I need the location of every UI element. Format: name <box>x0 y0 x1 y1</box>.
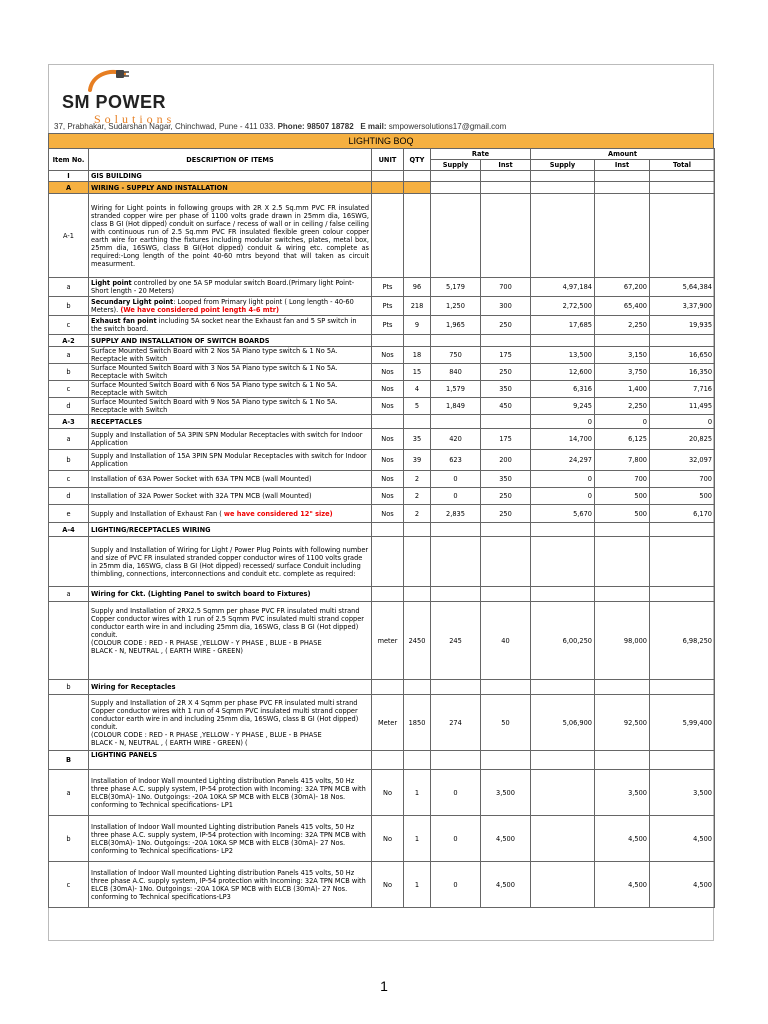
rate-supply: 420 <box>431 429 481 450</box>
desc-bold: Light point <box>91 279 132 287</box>
table-row <box>49 398 715 415</box>
item-description: Installation of Indoor Wall mounted Lighting distribution Panels 415 volts, 50 Hz three phase A.C. supply system, IP-54 protection with Incoming: 32A TPN MCB with ELCB (30mA)- 1No. Outgoings: -20A 10KA SP MCB with ELCB (30mA)- 27 Nos. conforming to Technical specifications-LP3 <box>89 862 372 908</box>
amount-supply: 14,700 <box>531 429 595 450</box>
item-no: c <box>49 316 89 335</box>
unit: Nos <box>372 505 404 523</box>
qty: 1 <box>404 816 431 862</box>
company-logo <box>54 68 184 126</box>
section-title: LIGHTING PANELS <box>89 751 372 770</box>
col-rate-supply: Supply <box>431 160 481 171</box>
rate-inst: 175 <box>481 429 531 450</box>
amount-total: 4,500 <box>650 816 715 862</box>
amount-inst: 7,800 <box>595 450 650 471</box>
qty: 218 <box>404 297 431 316</box>
amount-supply: 6,00,250 <box>531 602 595 680</box>
item-no: B <box>49 751 89 770</box>
amount-supply: 24,297 <box>531 450 595 471</box>
table-row <box>49 695 715 751</box>
table-row <box>49 770 715 816</box>
letterhead <box>48 64 712 130</box>
amount-supply: 6,316 <box>531 381 595 398</box>
unit: Nos <box>372 381 404 398</box>
amount-total: 500 <box>650 488 715 505</box>
rate-inst: 50 <box>481 695 531 751</box>
boq-table <box>48 148 715 908</box>
amount-inst: 98,000 <box>595 602 650 680</box>
amount-supply: 0 <box>531 488 595 505</box>
brand-name: SM POWER <box>62 92 167 112</box>
qty: 2 <box>404 471 431 488</box>
table-row <box>49 587 715 602</box>
unit: Pts <box>372 297 404 316</box>
unit: Meter <box>372 695 404 751</box>
item-no: A-3 <box>49 415 89 429</box>
unit: Nos <box>372 398 404 415</box>
col-rate: Rate <box>431 149 531 160</box>
rate-inst: 40 <box>481 602 531 680</box>
amount-inst: 2,250 <box>595 398 650 415</box>
amount-total: 3,500 <box>650 770 715 816</box>
table-row <box>49 316 715 335</box>
qty: 5 <box>404 398 431 415</box>
item-description: Supply and Installation of Wiring for Light / Power Plug Points with following number and size of PVC FR insulated stranded copper conductor wires of 1100 volts grade in 25mm dia, 16SWG, class B GI (Hot dipped) recessed/ surface Conduit including thimbling, connections, interconnections and conduit etc. complete as required: <box>89 537 372 587</box>
section-title: LIGHTING/RECEPTACLES WIRING <box>89 523 372 537</box>
qty: 18 <box>404 347 431 364</box>
col-amount-inst: Inst <box>595 160 650 171</box>
table-row <box>49 862 715 908</box>
rate-supply: 1,849 <box>431 398 481 415</box>
phone: 98507 18782 <box>306 122 354 131</box>
section-title: WIRING - SUPPLY AND INSTALLATION <box>89 182 372 194</box>
desc-colour-code-2: BLACK - N, NEUTRAL , ( EARTH WIRE - GREEN) ( <box>91 738 248 747</box>
item-description: Supply and Installation of 15A 3PIN SPN Modular Receptacles with switch for Indoor Application <box>89 450 372 471</box>
unit: Pts <box>372 316 404 335</box>
desc-text: controlled by one 5A SP modular switch Board.(Primary light Point-Short length - 20 Meters) <box>91 279 355 295</box>
desc-text: Supply and Installation of 2RX2.5 Sqmm per phase PVC FR insulated multi strand Copper conductor wires with 1 run of 2.5 Sqmm PVC insulated multi strand copper conductor earth wire in and including 25mm dia, 16SWG, class B GI (Hot dipped) conduit. <box>91 606 364 639</box>
rate-inst: 250 <box>481 364 531 381</box>
rate-supply: 1,965 <box>431 316 481 335</box>
rate-inst: 350 <box>481 381 531 398</box>
rate-supply: 1,579 <box>431 381 481 398</box>
item-no: b <box>49 450 89 471</box>
unit: Pts <box>372 278 404 297</box>
item-description <box>89 297 372 316</box>
rate-supply: 623 <box>431 450 481 471</box>
item-no: A-2 <box>49 335 89 347</box>
item-no: c <box>49 862 89 908</box>
address: 37, Prabhakar, Sudarshan Nagar, Chinchwad, Pune - 411 033. <box>54 122 276 131</box>
unit: Nos <box>372 488 404 505</box>
desc-colour-code: (COLOUR CODE : RED - R PHASE ,YELLOW - Y PHASE , BLUE - B PHASE <box>91 730 322 739</box>
amount-inst: 2,250 <box>595 316 650 335</box>
rate-inst: 250 <box>481 488 531 505</box>
unit: meter <box>372 602 404 680</box>
item-description: Wiring for Light points in following groups with 2R X 2.5 Sq.mm PVC FR insulated stranded copper wire per phase of 1100 volts grade drawn in 25mm dia, 16SWG, class B GI (Hot dipped) conduit on surface / recess of wall or in ceiling / false ceiling with continuous run of 2.5 Sq.mm PVC FR insulated flexible green colour copper earth wire for earthing the fixtures including modular switches, plates, metal box, 25mm dia, 16SWG, class B GI(Hot dipped) conduit & wiring etc. complete as required:-Long length of the point 40-60 mtrs beyond that will taken as circuit measurment. <box>89 194 372 278</box>
amount-total: 16,650 <box>650 347 715 364</box>
table-row <box>49 537 715 587</box>
table-row <box>49 429 715 450</box>
amount-supply: 12,600 <box>531 364 595 381</box>
rate-inst: 250 <box>481 505 531 523</box>
item-description: Surface Mounted Switch Board with 9 Nos 5A Piano type switch & 1 No 5A. Receptacle with Switch <box>89 398 372 415</box>
item-no: c <box>49 381 89 398</box>
qty: 2 <box>404 505 431 523</box>
section-title: RECEPTACLES <box>89 415 372 429</box>
amount-total: 7,716 <box>650 381 715 398</box>
amount-total: 3,37,900 <box>650 297 715 316</box>
item-description <box>89 278 372 297</box>
amount-total: 16,350 <box>650 364 715 381</box>
table-row <box>49 347 715 364</box>
qty: 2 <box>404 488 431 505</box>
item-description <box>89 602 372 680</box>
item-no: d <box>49 488 89 505</box>
unit: Nos <box>372 347 404 364</box>
table-row <box>49 278 715 297</box>
amount-total: 6,98,250 <box>650 602 715 680</box>
col-qty: QTY <box>404 149 431 171</box>
qty: 9 <box>404 316 431 335</box>
amount-supply: 5,06,900 <box>531 695 595 751</box>
amount-supply: 9,245 <box>531 398 595 415</box>
item-no: b <box>49 680 89 695</box>
amount-inst: 3,500 <box>595 770 650 816</box>
rate-supply: 0 <box>431 862 481 908</box>
col-amount: Amount <box>531 149 715 160</box>
item-description: Surface Mounted Switch Board with 2 Nos 5A Piano type switch & 1 No 5A. Receptacle with Switch <box>89 347 372 364</box>
item-description <box>89 505 372 523</box>
item-description: Supply and Installation of 5A 3PIN SPN Modular Receptacles with switch for Indoor Application <box>89 429 372 450</box>
item-description <box>89 695 372 751</box>
table-row <box>49 471 715 488</box>
item-no: e <box>49 505 89 523</box>
amount-inst: 500 <box>595 488 650 505</box>
unit: Nos <box>372 364 404 381</box>
amount-supply: 5,670 <box>531 505 595 523</box>
rate-supply: 0 <box>431 471 481 488</box>
amount-total: 0 <box>650 415 715 429</box>
amount-inst: 0 <box>595 415 650 429</box>
table-row <box>49 450 715 471</box>
phone-label: Phone: <box>277 122 305 131</box>
amount-inst: 6,125 <box>595 429 650 450</box>
desc-text: Supply and Installation of Exhaust Fan ( <box>91 509 224 518</box>
col-amount-supply: Supply <box>531 160 595 171</box>
item-no: b <box>49 364 89 381</box>
col-total: Total <box>650 160 715 171</box>
desc-note: we have considered 12" size) <box>223 509 333 518</box>
amount-supply: 0 <box>531 415 595 429</box>
qty: 1850 <box>404 695 431 751</box>
header-row-1 <box>49 149 715 160</box>
section-title: GIS BUILDING <box>89 171 372 182</box>
unit: No <box>372 862 404 908</box>
table-row <box>49 194 715 278</box>
qty: 2450 <box>404 602 431 680</box>
amount-inst: 500 <box>595 505 650 523</box>
qty: 15 <box>404 364 431 381</box>
unit: No <box>372 816 404 862</box>
qty: 1 <box>404 862 431 908</box>
table-row <box>49 381 715 398</box>
rate-inst: 4,500 <box>481 816 531 862</box>
amount-supply: 0 <box>531 471 595 488</box>
col-unit: UNIT <box>372 149 404 171</box>
table-row <box>49 171 715 182</box>
table-row <box>49 488 715 505</box>
item-description <box>89 316 372 335</box>
amount-inst: 3,750 <box>595 364 650 381</box>
amount-inst: 1,400 <box>595 381 650 398</box>
amount-total: 32,097 <box>650 450 715 471</box>
desc-note: (We have considered point length 4-6 mtr) <box>120 306 280 314</box>
amount-inst: 4,500 <box>595 862 650 908</box>
amount-supply: 17,685 <box>531 316 595 335</box>
rate-inst: 200 <box>481 450 531 471</box>
qty: 4 <box>404 381 431 398</box>
table-row <box>49 364 715 381</box>
unit: Nos <box>372 450 404 471</box>
desc-text: : Looped from Primary light point ( Long length - 40-60 Meters). <box>91 298 354 314</box>
item-no: a <box>49 347 89 364</box>
rate-inst: 450 <box>481 398 531 415</box>
item-no: A-4 <box>49 523 89 537</box>
qty: 1 <box>404 770 431 816</box>
unit: Nos <box>372 471 404 488</box>
rate-supply: 1,250 <box>431 297 481 316</box>
item-no: a <box>49 587 89 602</box>
rate-supply: 750 <box>431 347 481 364</box>
sub-section-title: Wiring for Ckt. (Lighting Panel to switch board to Fixtures) <box>89 587 372 602</box>
amount-total: 19,935 <box>650 316 715 335</box>
item-description: Installation of 63A Power Socket with 63A TPN MCB (wall Mounted) <box>89 471 372 488</box>
item-no: a <box>49 429 89 450</box>
col-item-no: Item No. <box>49 149 89 171</box>
unit: Nos <box>372 429 404 450</box>
rate-inst: 3,500 <box>481 770 531 816</box>
item-description: Surface Mounted Switch Board with 6 Nos 5A Piano type switch & 1 No 5A. Receptacle with Switch <box>89 381 372 398</box>
item-no: b <box>49 297 89 316</box>
col-description: DESCRIPTION OF ITEMS <box>89 149 372 171</box>
amount-supply: 2,72,500 <box>531 297 595 316</box>
rate-supply: 0 <box>431 488 481 505</box>
amount-total: 5,99,400 <box>650 695 715 751</box>
rate-inst: 250 <box>481 316 531 335</box>
item-description: Installation of Indoor Wall mounted Lighting distribution Panels 415 volts, 50 Hz three phase A.C. supply system, IP-54 protection with Incoming: 32A TPN MCB with ELCB(30mA)- 1No. Outgoings: -20A 10KA SP MCB with ELCB (30mA)- 27 Nos. conforming to Technical specifications- LP2 <box>89 816 372 862</box>
desc-colour-code-2: BLACK - N, NEUTRAL , ( EARTH WIRE - GREEN) <box>91 646 243 655</box>
item-no: b <box>49 816 89 862</box>
item-no: c <box>49 471 89 488</box>
sub-section-title: Wiring for Receptacles <box>89 680 372 695</box>
amount-total: 20,825 <box>650 429 715 450</box>
rate-supply: 0 <box>431 816 481 862</box>
amount-supply: 4,97,184 <box>531 278 595 297</box>
rate-inst: 4,500 <box>481 862 531 908</box>
table-row <box>49 297 715 316</box>
brand-subtitle: Solutions <box>94 112 176 126</box>
item-no: A-1 <box>49 194 89 278</box>
item-description: Installation of Indoor Wall mounted Lighting distribution Panels 415 volts, 50 Hz three phase A.C. supply system, IP-54 protection with Incoming: 32A TPN MCB with ELCB(30mA)- 1No. Outgoings: -20A 10KA SP MCB with ELCB (30mA)- 18 Nos. conforming to Technical specifications- LP1 <box>89 770 372 816</box>
amount-total: 6,170 <box>650 505 715 523</box>
rate-inst: 350 <box>481 471 531 488</box>
item-description: Surface Mounted Switch Board with 3 Nos 5A Piano type switch & 1 No 5A. Receptacle with Switch <box>89 364 372 381</box>
col-rate-inst: Inst <box>481 160 531 171</box>
rate-supply: 2,835 <box>431 505 481 523</box>
amount-total: 5,64,384 <box>650 278 715 297</box>
amount-inst: 3,150 <box>595 347 650 364</box>
item-no: a <box>49 770 89 816</box>
amount-total: 11,495 <box>650 398 715 415</box>
rate-supply: 840 <box>431 364 481 381</box>
rate-inst: 175 <box>481 347 531 364</box>
email-label: E mail: <box>360 122 387 131</box>
qty: 35 <box>404 429 431 450</box>
amount-inst: 65,400 <box>595 297 650 316</box>
table-row <box>49 751 715 770</box>
unit: No <box>372 770 404 816</box>
amount-supply: 13,500 <box>531 347 595 364</box>
table-row <box>49 523 715 537</box>
amount-total: 4,500 <box>650 862 715 908</box>
address-line <box>54 122 506 131</box>
amount-inst: 67,200 <box>595 278 650 297</box>
rate-supply: 5,179 <box>431 278 481 297</box>
desc-bold: Secundary Light point <box>91 298 174 306</box>
rate-inst: 300 <box>481 297 531 316</box>
amount-inst: 700 <box>595 471 650 488</box>
amount-total: 700 <box>650 471 715 488</box>
qty: 39 <box>404 450 431 471</box>
email: smpowersolutions17@gmail.com <box>388 122 507 131</box>
table-row <box>49 680 715 695</box>
desc-bold: Exhaust fan point <box>91 317 157 325</box>
desc-text: Supply and Installation of 2R X 4 Sqmm per phase PVC FR insulated multi strand Copper conductor wires with 1 run of 4 Sqmm PVC insulated multi strand copper conductor earth wire in and including 25mm dia, 16SWG, class B GI (Hot dipped) conduit. <box>91 698 359 731</box>
page-number: 1 <box>380 978 388 994</box>
amount-inst: 92,500 <box>595 695 650 751</box>
item-description: Installation of 32A Power Socket with 32A TPN MCB (wall Mounted) <box>89 488 372 505</box>
rate-supply: 0 <box>431 770 481 816</box>
table-row <box>49 415 715 429</box>
qty: 96 <box>404 278 431 297</box>
desc-text: including 5A socket near the Exhaust fan and 5 SP switch in the switch board. <box>91 317 357 333</box>
item-no: I <box>49 171 89 182</box>
rate-inst: 700 <box>481 278 531 297</box>
boq-title: LIGHTING BOQ <box>48 133 714 149</box>
item-no: d <box>49 398 89 415</box>
table-row <box>49 505 715 523</box>
amount-inst: 4,500 <box>595 816 650 862</box>
table-row <box>49 602 715 680</box>
table-row <box>49 335 715 347</box>
table-row <box>49 182 715 194</box>
item-no: a <box>49 278 89 297</box>
desc-colour-code: (COLOUR CODE : RED - R PHASE ,YELLOW - Y PHASE , BLUE - B PHASE <box>91 638 322 647</box>
item-no: A <box>49 182 89 194</box>
table-row <box>49 816 715 862</box>
rate-supply: 245 <box>431 602 481 680</box>
rate-supply: 274 <box>431 695 481 751</box>
section-title: SUPPLY AND INSTALLATION OF SWITCH BOARDS <box>89 335 372 347</box>
plug-swoosh-icon <box>86 68 130 94</box>
